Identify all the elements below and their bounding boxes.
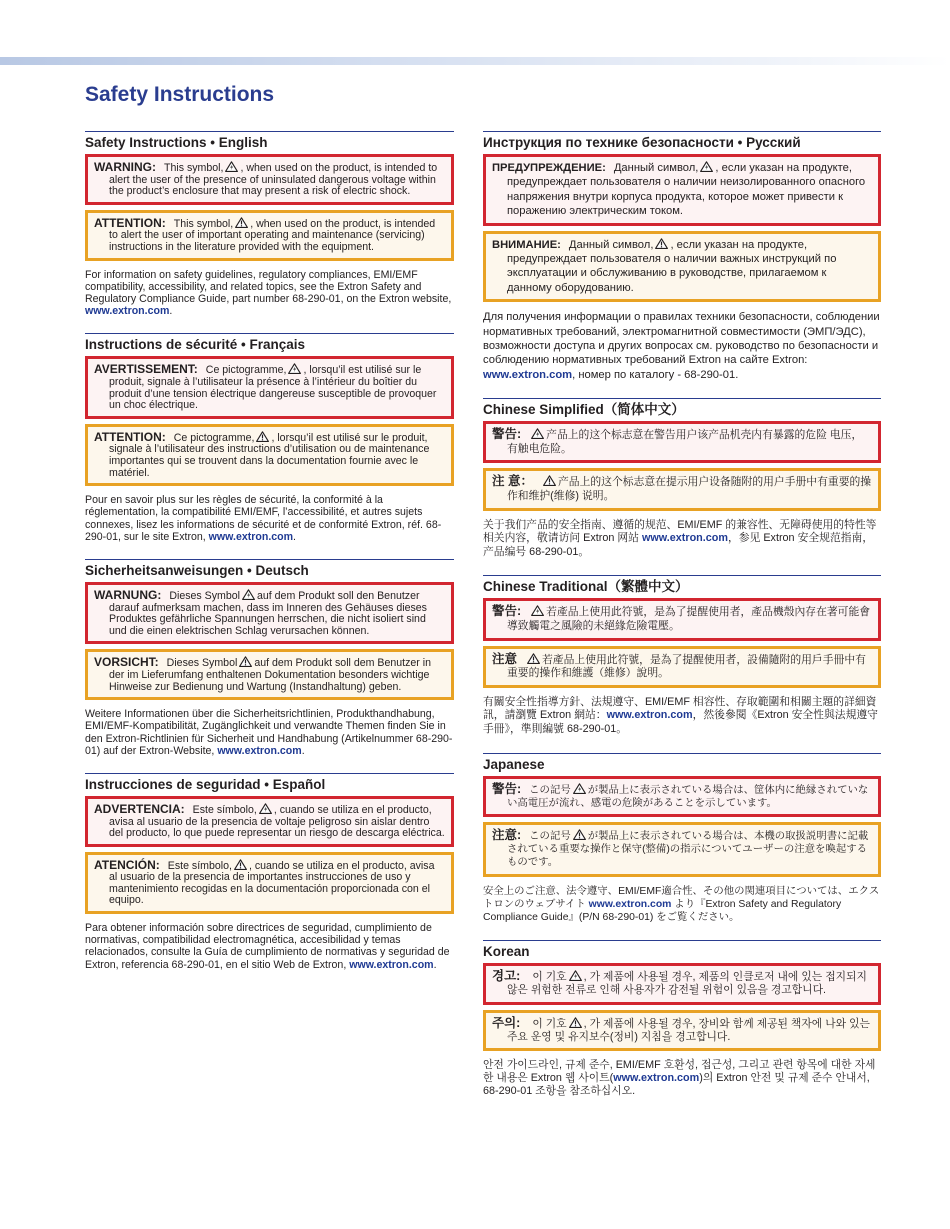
warning-text: 若產品上使用此符號，是為了提醒使用者，產品機殼內存在著可能會導致觸電之風險的未絕緣危險電壓。 [507, 606, 871, 633]
warning-text: が製品上に表示されている場合は、筐体内に絶縁されていない高電圧が流れ、感電の危険があることを示しています。 [507, 784, 869, 809]
attention-text: Данный символ, [568, 238, 654, 251]
exclamation-warning-icon [235, 217, 248, 228]
exclamation-warning-icon [234, 859, 247, 870]
section-japanese [483, 753, 881, 925]
warning-box [483, 776, 881, 817]
attention-text: 若產品上使用此符號，是為了提醒使用者，設備隨附的用戶手冊中有重要的操作和維護（維修）說明。 [507, 653, 866, 680]
attention-text: Este símbolo, [167, 859, 232, 872]
attention-text: 이 기호 [532, 1017, 567, 1030]
section-heading: Japanese [483, 756, 545, 772]
warning-box [85, 582, 454, 644]
section-heading: Chinese Simplified（简体中文） [483, 402, 685, 418]
warning-text: , 가 제품에 사용될 경우, 제품의 인클로저 내에 있는 접지되지 않은 위험한 전류로 인해 사용자가 감전될 위험이 있음을 경고합니다. [507, 971, 867, 997]
right-column [483, 131, 881, 1115]
section-heading: Sicherheitsanweisungen • Deutsch [85, 562, 309, 578]
warning-text: この記号 [529, 784, 571, 796]
warning-box [85, 796, 454, 847]
attention-text: , 가 제품에 사용될 경우, 장비와 함께 제공된 책자에 나와 있는 주요 운영 및 유지보수(정비) 지침을 경고합니다. [507, 1017, 870, 1043]
attention-text: , cuando se utiliza en el producto, avisa al usuario de la presencia de importantes instrucciones de uso y mantenimiento recogidas en la documentación proporcionada con el equipo. [109, 859, 435, 907]
page-title: Safety Instructions [85, 83, 275, 106]
section-russian [483, 131, 881, 382]
section-heading: Korean [483, 944, 530, 960]
warning-label: WARNING: [94, 160, 156, 174]
warning-label: AVERTISSEMENT: [94, 362, 198, 377]
attention-box [483, 231, 881, 303]
warning-text: , если указан на продукте, предупреждает пользователя о наличии неизолированного опасного напряжения внутри корпуса продукта, которое может привести к поражению электрическим током. [507, 162, 866, 218]
exclamation-warning-icon [239, 656, 252, 667]
attention-box [85, 210, 454, 261]
attention-text: , если указан на продукте, предупреждает пользователя о наличии важных инструкций по эксплуатации и обслуживанию в руководстве, прилагаемом к данному оборудованию. [507, 238, 837, 294]
extron-website-link[interactable]: www.extron.com [641, 532, 728, 545]
electric-shock-warning-icon [531, 428, 544, 439]
exclamation-warning-icon [569, 1017, 582, 1028]
attention-label: ATTENTION: [94, 429, 166, 444]
electric-shock-warning-icon [259, 803, 272, 814]
section-german [85, 559, 454, 757]
extron-website-link[interactable]: www.extron.com [588, 898, 672, 910]
section-chinese-simplified [483, 398, 881, 559]
warning-box [85, 154, 454, 205]
warning-text: Este símbolo, [192, 803, 257, 816]
section-english [85, 131, 454, 317]
electric-shock-warning-icon [573, 783, 586, 794]
attention-label: ВНИМАНИЕ: [492, 238, 561, 251]
warning-label: 警告: [492, 427, 522, 442]
info-paragraph: Pour en savoir plus sur les règles de sécurité, la conformité à la réglementation, la compatibilité EMI/EMF, l’accessibilité, et autres sujets connexes, lisez les informations de sécurité et de conformité Extron, réf. 68-290-01, sur le site Extron, www.extron.com. [85, 494, 442, 543]
electric-shock-warning-icon [242, 589, 255, 600]
attention-text: This symbol, [173, 217, 234, 230]
attention-text: , lorsqu’il est utilisé sur le produit, signale à l’utilisateur des instructions d’utilisation ou de maintenance importantes qui se trouvent dans la documentation fournie avec le matériel. [109, 431, 430, 479]
electric-shock-warning-icon [288, 363, 301, 374]
section-heading: Instrucciones de seguridad • Español [85, 776, 326, 792]
attention-box [483, 822, 881, 877]
info-paragraph: Weitere Informationen über die Sicherheitsrichtlinien, Produkthandhabung, EMI/EMF-Kompatibilität, Zugänglichkeit und verwandte Themen finden Sie in den Extron-Richtlinien für Sicherheit und Handhabung (Artikelnummer 68-290-01) auf der Extron-Website, www.extron.com. [85, 708, 453, 757]
electric-shock-warning-icon [700, 161, 713, 172]
attention-box [483, 1010, 881, 1051]
warning-text: , when used on the product, is intended to alert the user of the presence of uninsulated dangerous voltage within the product’s enclosure that may present a risk of electric shock. [109, 162, 438, 198]
section-korean [483, 940, 881, 1098]
electric-shock-warning-icon [531, 605, 544, 616]
attention-text: Dieses Symbol [166, 657, 238, 670]
attention-label: 주의: [492, 1015, 521, 1030]
exclamation-warning-icon [256, 431, 269, 442]
left-column [85, 131, 454, 987]
attention-label: ATENCIÓN: [94, 857, 160, 872]
warning-text: auf dem Produkt soll den Benutzer darauf aufmerksam machen, dass im Inneren des Gehäuses dieses Produktes gefährliche Spannungen herrschen, die nicht isoliert sind und die einen elektrischen Schlag verursachen können. [109, 589, 427, 637]
section-heading: Instructions de sécurité • Français [85, 337, 306, 353]
attention-label: VORSICHT: [94, 655, 159, 670]
info-paragraph: For information on safety guidelines, regulatory compliances, EMI/EMF compatibility, accessibility, and related topics, see the Extron Safety and Regulatory Compliance Guide, part number 68-290-01, on the Extron website, www.extron.com. [85, 268, 452, 318]
attention-box [483, 646, 881, 688]
attention-text: auf dem Produkt soll dem Benutzer in der im Lieferumfang enthaltenen Dokumentation besonders wichtige Hinweise zur Bedienung und Wartung (Instandhaltung) geben. [109, 657, 431, 693]
section-chinese-traditional [483, 575, 881, 736]
warning-box [483, 598, 881, 640]
extron-website-link[interactable]: www.extron.com [613, 1072, 700, 1085]
warning-text: This symbol, [164, 162, 224, 174]
info-paragraph: Для получения информации о правилах техники безопасности, соблюдении нормативных требований, электромагнитной совместимости (ЭМП/ЭДС), возможности доступа и других вопросах см. руководство по безопасности и соблюдению нормативных требований Extron на сайте Extron: www.extron.com, номер по каталогу - 68-290-01. [483, 311, 880, 381]
extron-website-link[interactable]: www.extron.com [208, 530, 294, 543]
attention-label: 注 意： [492, 474, 533, 489]
exclamation-warning-icon [527, 653, 540, 664]
attention-text: この記号 [529, 831, 571, 842]
info-paragraph: 有關安全性指導方針、法規遵守、EMI/EMF 相容性、存取範圍和相關主題的詳細資訊，請瀏覽 Extron 網站：www.extron.com，然後參閱《Extron 安全性與法規遵守手冊》，準則編號 68-290-01。 [483, 695, 878, 735]
warning-box [483, 154, 881, 226]
attention-text: , when used on the product, is intended to alert the user of important operating and maintenance (servicing) instructions in the literature provided with the equipment. [109, 217, 436, 253]
warning-label: ПРЕДУПРЕЖДЕНИЕ: [492, 162, 606, 174]
warning-box [483, 963, 881, 1004]
info-paragraph: Para obtener información sobre directrices de seguridad, cumplimiento de normativas, compatibilidad electromagnética, accesibilidad y temas relacionados, consulte la Guía de cumplimiento de normativas y seguridad de Extron, referencia 68-290-01, en el sitio Web de Extron, www.extron.com. [85, 922, 450, 971]
warning-text: , cuando se utiliza en el producto, avisa al usuario de la presencia de voltaje peligroso sin aislar dentro del producto, lo que puede representar un riesgo de descarga eléctrica. [109, 803, 445, 840]
info-paragraph: 关于我们产品的安全指南、遵循的规范、EMI/EMF 的兼容性、无障碍使用的特性等相关内容，敬请访问 Extron 网站 www.extron.com，参见 Extron 安全规范指南，产品编号 68-290-01。 [483, 518, 877, 558]
warning-box [483, 421, 881, 463]
warning-text: , lorsqu’il est utilisé sur le produit, signale à l’utilisateur la présence à l’intérieur du boîtier du produit d’une tension électrique dangereuse susceptible de provoquer un choc électrique. [109, 364, 437, 412]
warning-text: 产品上的这个标志意在警告用户该产品机壳内有暴露的危险 电压，有触电危险。 [507, 429, 863, 455]
warning-label: 警告: [492, 781, 522, 796]
warning-text: 이 기호 [532, 971, 567, 984]
warning-label: 警告: [492, 604, 522, 619]
header-gradient-band [0, 57, 950, 65]
section-french [85, 333, 454, 543]
attention-text: Ce pictogramme, [173, 431, 255, 444]
section-heading: Safety Instructions • English [85, 135, 268, 150]
info-paragraph: 안전 가이드라인, 규제 준수, EMI/EMF 호환성, 접근성, 그리고 관련 항목에 대한 자세한 내용은 Extron 웹 사이트(www.extron.com)의 Extron 안전 및 규제 준수 안내서, 68-290-01 조항을 참조하십시오. [483, 1059, 876, 1098]
warning-text: Dieses Symbol [169, 589, 240, 602]
warning-label: 경고: [492, 969, 521, 984]
attention-box [85, 424, 454, 486]
exclamation-warning-icon [543, 475, 556, 486]
warning-label: WARNUNG: [94, 587, 162, 602]
exclamation-warning-icon [573, 829, 586, 840]
extron-website-link[interactable]: www.extron.com [85, 305, 170, 318]
extron-website-link[interactable]: www.extron.com [217, 744, 302, 757]
attention-box [85, 852, 454, 914]
attention-box [483, 468, 881, 510]
section-heading: Chinese Traditional（繁體中文） [483, 579, 689, 595]
warning-label: ADVERTENCIA: [94, 801, 185, 816]
warning-text: Данный символ, [613, 162, 699, 174]
warning-box [85, 356, 454, 418]
electric-shock-warning-icon [225, 161, 238, 172]
attention-text: 产品上的这个标志意在提示用户设备随附的用户手册中有重要的操作和维护(维修) 说明。 [507, 476, 872, 503]
info-paragraph: 安全上のご注意、法令遵守、EMI/EMF適合性、その他の関連項目については、エクストロンのウェブサイト www.extron.com より『Extron Safety and Regulatory Compliance Guide』(P/N 68-290-01) をご覧ください。 [483, 885, 880, 924]
warning-text: Ce pictogramme, [205, 364, 287, 377]
attention-box [85, 649, 454, 700]
attention-label: 注意 [492, 651, 518, 666]
exclamation-warning-icon [655, 238, 668, 249]
section-heading: Инструкция по технике безопасности • Русский [483, 135, 801, 150]
attention-label: 注意: [492, 828, 522, 842]
attention-text: が製品上に表示されている場合は、本機の取扱説明書に記載されている重要な操作と保守(整備)の指示についてユーザーの注意を喚起するものです。 [507, 831, 869, 869]
extron-website-link[interactable]: www.extron.com [349, 958, 434, 971]
attention-label: ATTENTION: [94, 215, 166, 230]
section-spanish [85, 773, 454, 971]
electric-shock-warning-icon [569, 970, 582, 981]
extron-website-link[interactable]: www.extron.com [483, 368, 573, 381]
extron-website-link[interactable]: www.extron.com [606, 709, 693, 722]
